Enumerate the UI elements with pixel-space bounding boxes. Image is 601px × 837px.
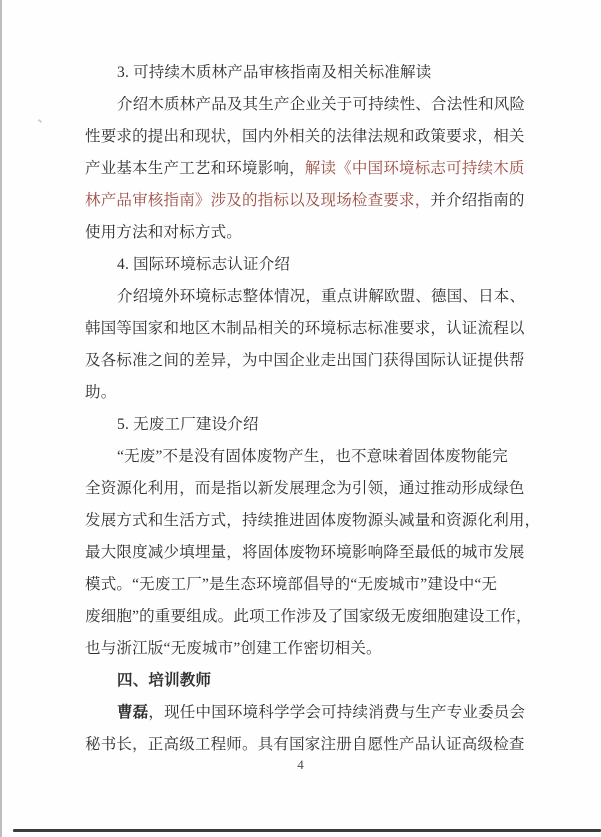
text-segment: 秘书长，正高级工程师。具有国家注册自愿性产品认证高级检查 [85, 736, 525, 753]
text-segment: 助。 [85, 384, 117, 401]
text-line [85, 313, 525, 345]
text-segment: 介绍境外环境标志整体情况，重点讲解欧盟、德国、日本、 [117, 288, 526, 305]
text-segment: 5. 无废工厂建设介绍 [117, 416, 259, 433]
text-line [85, 633, 525, 665]
text-line [85, 281, 525, 313]
text-line [85, 601, 532, 633]
text-line [85, 249, 525, 281]
scan-edge-left [0, 0, 2, 837]
scan-edge-bottom [13, 829, 601, 832]
text-segment: 四、培训教师 [117, 672, 212, 689]
text-line [85, 441, 525, 473]
text-line [85, 57, 525, 89]
text-segment: 林产品审核指南》涉及的指标以及现场检查要求， [85, 192, 431, 209]
text-line [85, 89, 525, 121]
text-line [85, 345, 525, 377]
text-line [85, 185, 525, 217]
text-line [85, 153, 525, 185]
text-segment: 模式。“无废工厂”是生态环境部倡导的“无废城市”建设中“无 [85, 576, 498, 593]
text-line [85, 505, 541, 537]
text-segment: 及各标准之间的差异，为中国企业走出国门获得国际认证提供帮 [85, 352, 525, 369]
text-segment: 韩国等国家和地区木制品相关的环境标志标准要求，认证流程以 [85, 320, 525, 337]
text-segment: 并介绍指南的 [430, 192, 525, 209]
text-line [85, 697, 525, 729]
text-segment: 4. 国际环境标志认证介绍 [117, 256, 291, 273]
text-line [85, 665, 525, 697]
text-segment: 3. 可持续木质林产品审核指南及相关标准解读 [117, 64, 432, 81]
text-segment: 性要求的提出和现状，国内外相关的法律法规和政策要求，相关 [85, 128, 525, 145]
text-segment: 也与浙江版“无废城市”创建工作密切相关。 [85, 640, 382, 657]
text-line [85, 537, 525, 569]
text-segment: 产业基本生产工艺和环境影响， [85, 160, 305, 177]
text-segment: 解读《中国环境标志可持续木质 [304, 160, 525, 177]
scan-speck [38, 119, 42, 123]
text-line [85, 121, 525, 153]
text-segment: 最大限度减少填埋量，将固体废物环境影响降至最低的城市发展 [85, 544, 525, 561]
text-block [85, 57, 541, 761]
text-segment: 全资源化利用，而是指以新发展理念为引领，通过推动形成绿色 [85, 480, 525, 497]
text-line [85, 569, 525, 601]
page-number: 4 [297, 757, 304, 772]
text-line [85, 473, 525, 505]
text-line [85, 409, 525, 441]
text-segment: 使用方法和对标方式。 [85, 224, 243, 241]
text-segment: 介绍木质林产品及其生产企业关于可持续性、合法性和风险 [117, 96, 526, 113]
text-line [85, 377, 525, 409]
text-line [85, 217, 525, 249]
text-segment: ，现任中国环境科学学会可持续消费与生产专业委员会 [148, 704, 526, 721]
text-segment: 发展方式和生活方式，持续推进固体废物源头减量和资源化利用， [85, 512, 541, 529]
text-segment: 曹磊 [117, 704, 149, 721]
text-segment: 废细胞”的重要组成。此项工作涉及了国家级无废细胞建设工作， [85, 608, 532, 625]
text-segment: “无废”不是没有固体废物产生，也不意味着固体废物能完 [117, 448, 508, 465]
